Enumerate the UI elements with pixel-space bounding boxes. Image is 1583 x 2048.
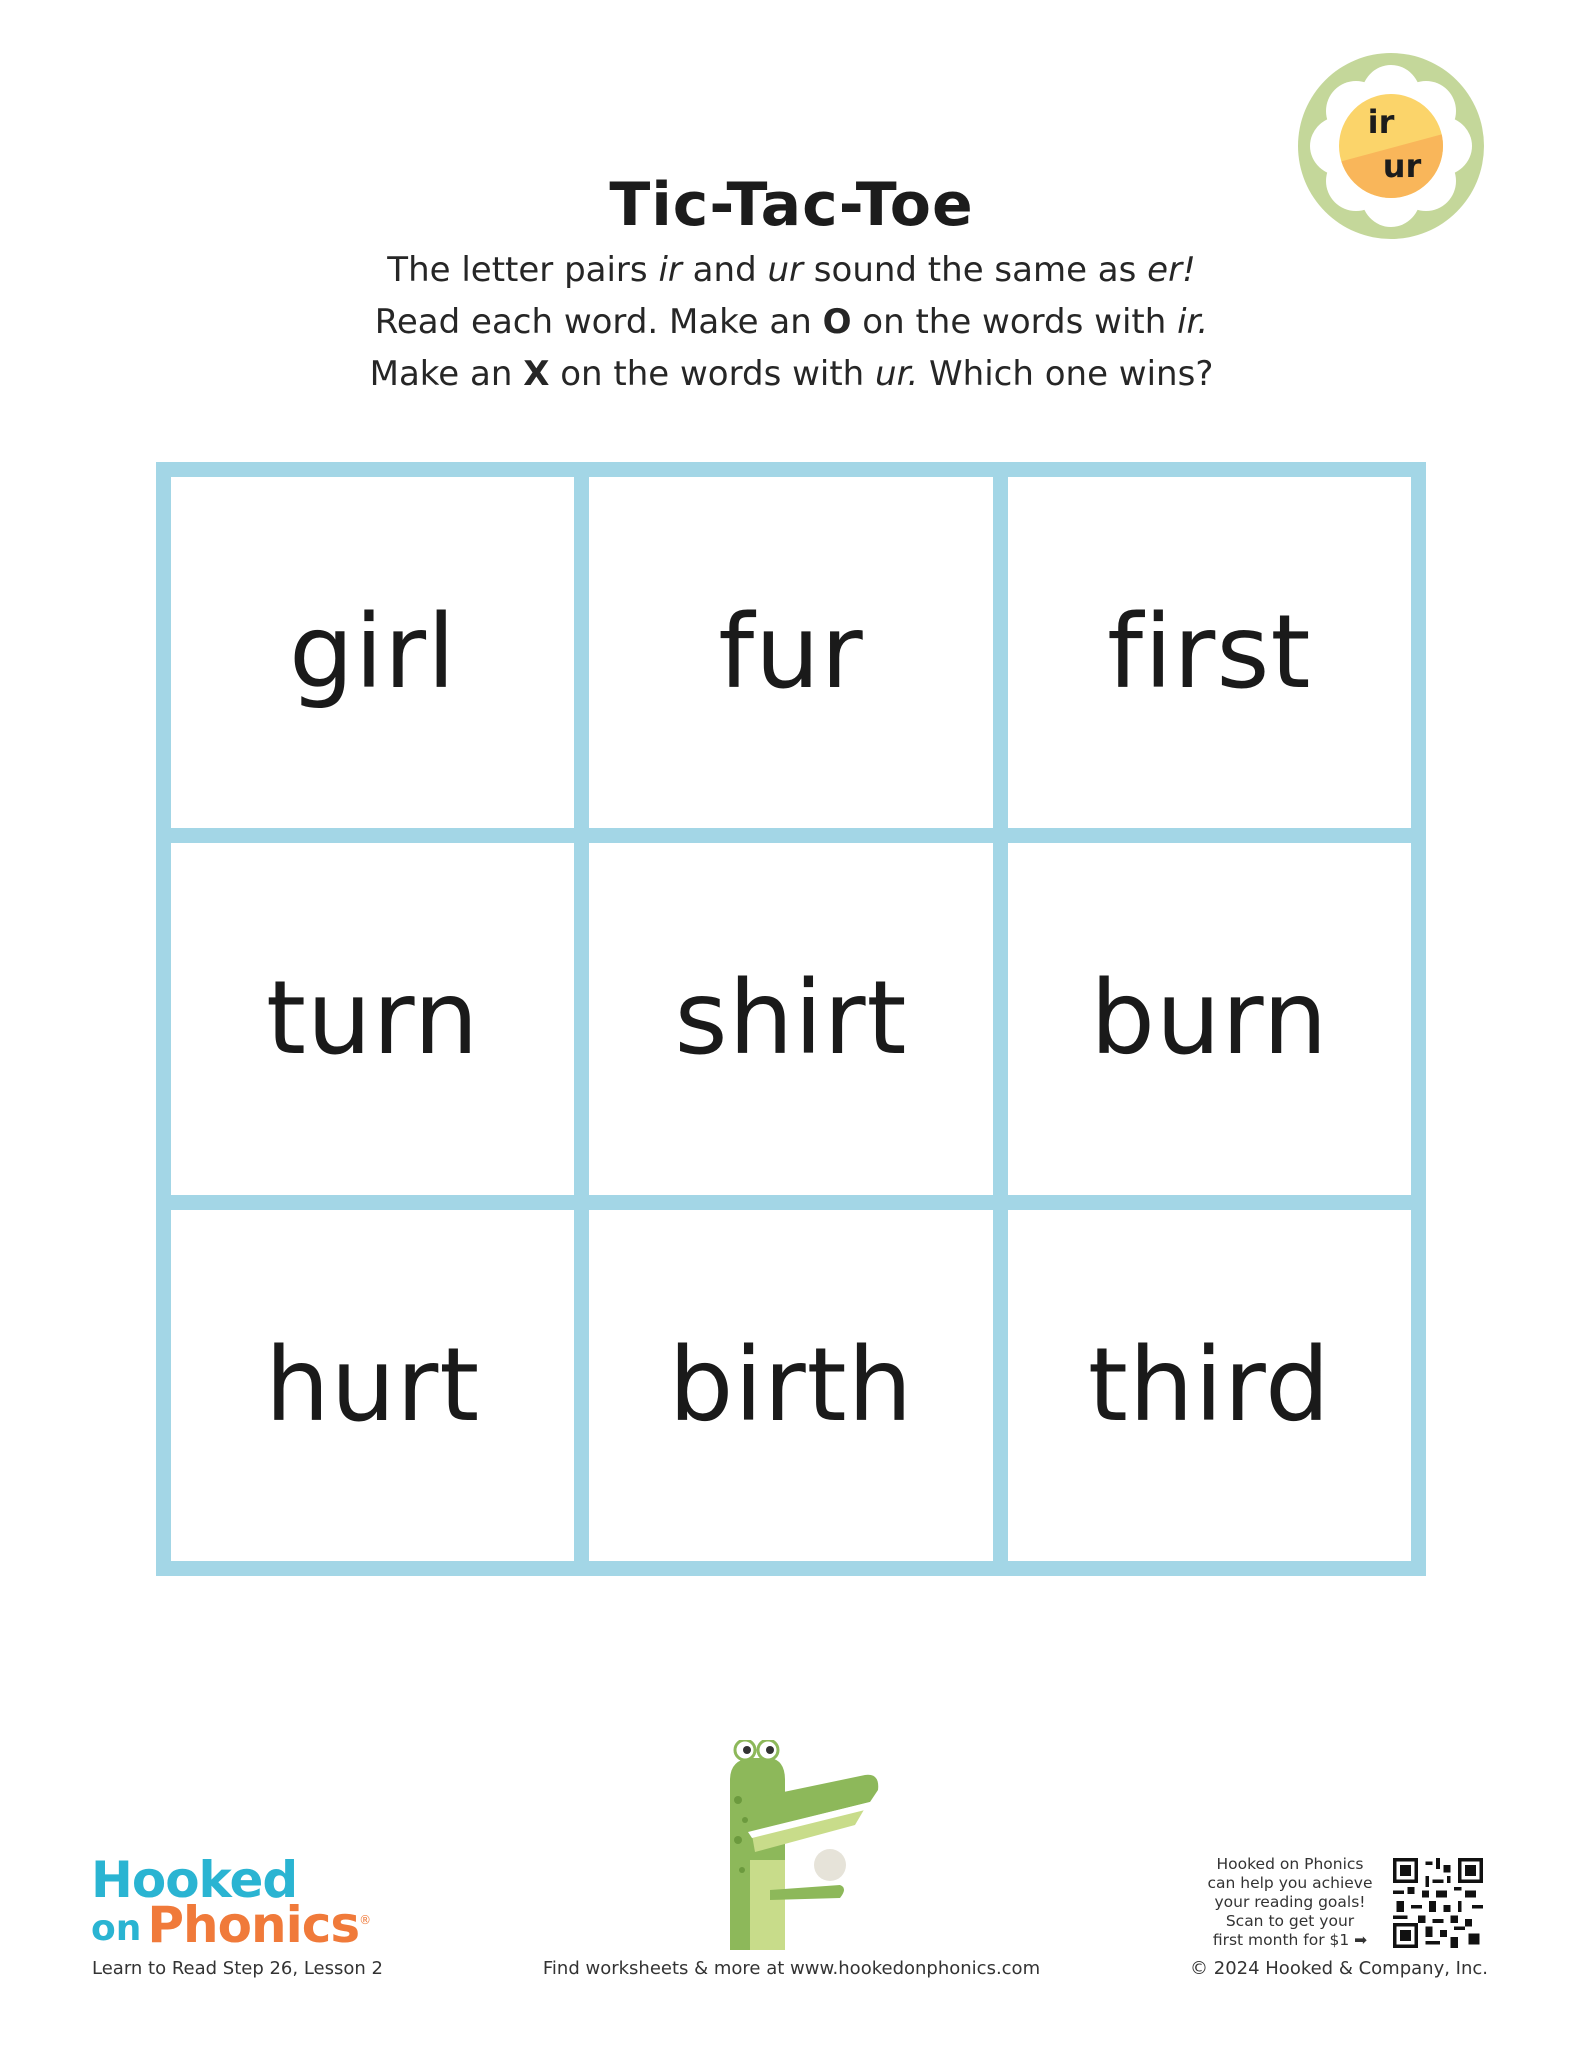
logo-phonics: Phonics bbox=[147, 1896, 360, 1954]
grid-cell-word[interactable]: shirt bbox=[589, 843, 992, 1194]
grid-cell-word[interactable]: third bbox=[1008, 1210, 1411, 1561]
grid-cell-word[interactable]: fur bbox=[589, 477, 992, 828]
hooked-on-phonics-logo bbox=[91, 1851, 372, 1954]
grid-cell-word[interactable]: birth bbox=[589, 1210, 992, 1561]
grid-cell-word[interactable]: hurt bbox=[171, 1210, 574, 1561]
badge-ur: ur bbox=[1382, 147, 1422, 185]
instruction-line-3: Make an X on the words with ur. Which one wins? bbox=[369, 354, 1214, 394]
lesson-label: Learn to Read Step 26, Lesson 2 bbox=[92, 1958, 383, 1979]
page-title: Tic-Tac-Toe bbox=[609, 170, 974, 240]
badge-ir: ir bbox=[1367, 103, 1395, 141]
qr-code-icon[interactable] bbox=[1393, 1858, 1483, 1948]
grid-cell-word[interactable]: turn bbox=[171, 843, 574, 1194]
logo-registered: ® bbox=[359, 1913, 372, 1927]
logo-hooked: Hooked bbox=[91, 1851, 298, 1909]
logo-on: on bbox=[91, 1908, 142, 1949]
instruction-line-2: Read each word. Make an O on the words with ir. bbox=[374, 302, 1209, 342]
copyright: © 2024 Hooked & Company, Inc. bbox=[1190, 1958, 1488, 1979]
grid-cell-word[interactable]: burn bbox=[1008, 843, 1411, 1194]
website-footer[interactable]: Find worksheets & more at www.hookedonphonics.com bbox=[542, 1958, 1041, 1979]
promo-text: Hooked on Phonics can help you achieve your reading goals! Scan to get your first month for $1 ➡ bbox=[1207, 1855, 1373, 1949]
tic-tac-toe-grid bbox=[156, 462, 1426, 1576]
grid-cell-word[interactable]: girl bbox=[171, 477, 574, 828]
instruction-line-1: The letter pairs ir and ur sound the same as er! bbox=[387, 250, 1196, 290]
grid-cell-word[interactable]: first bbox=[1008, 477, 1411, 828]
crocodile-letter-f-illustration bbox=[690, 1740, 890, 1955]
